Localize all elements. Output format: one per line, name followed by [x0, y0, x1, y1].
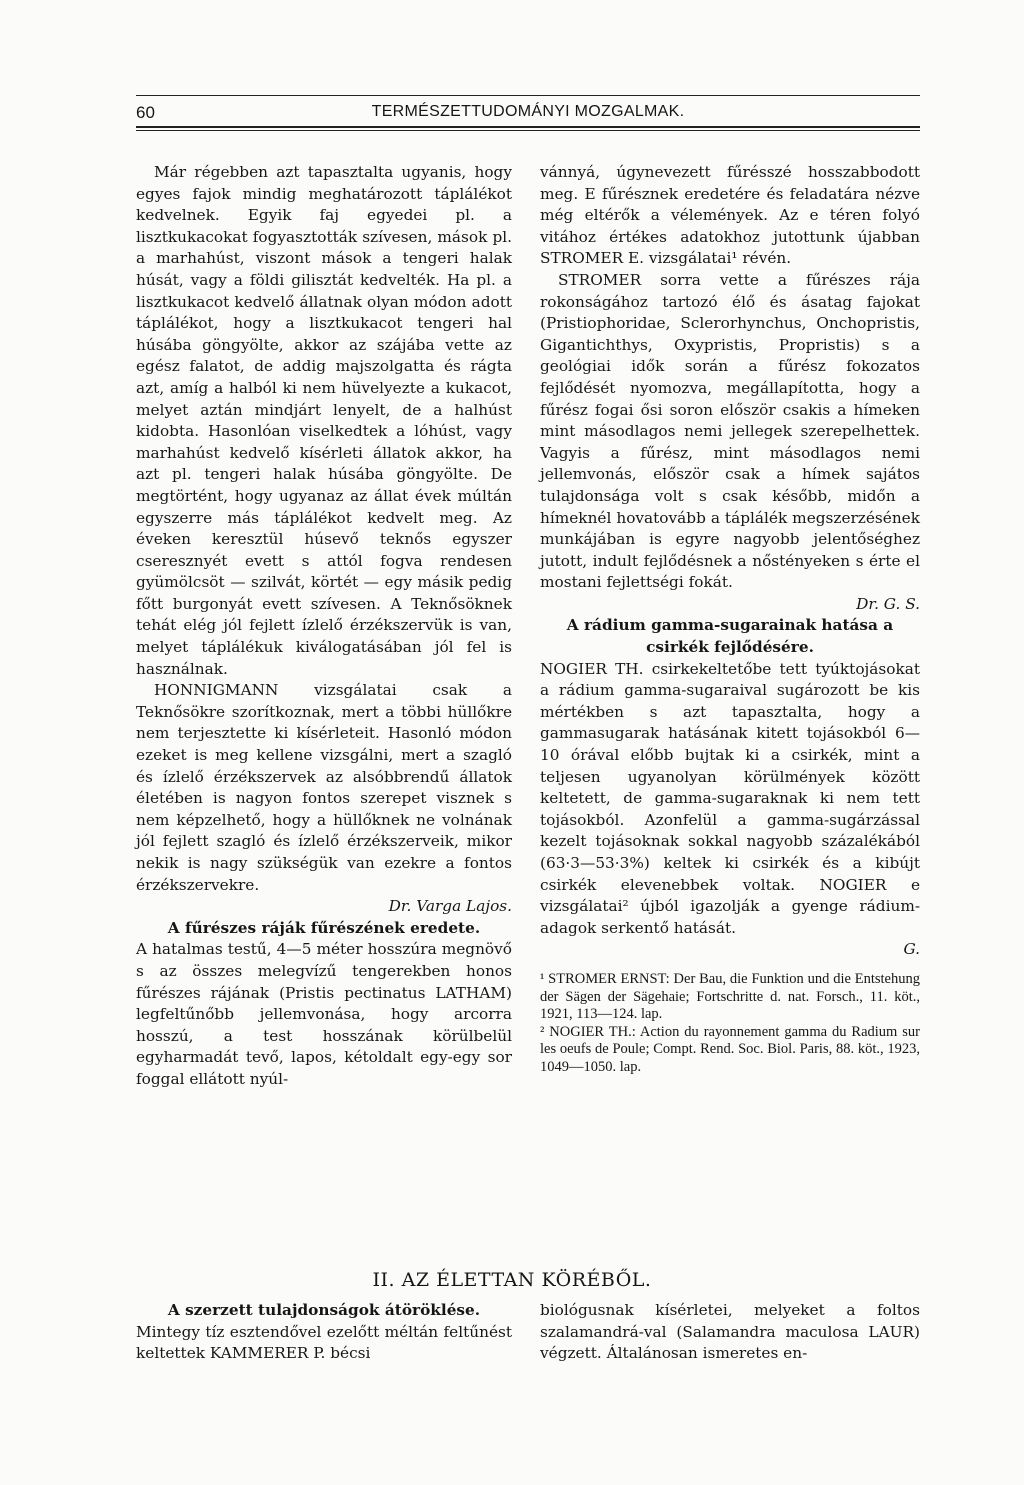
paragraph-honnigmann: HONNIGMANN vizsgálatai csak a Teknősökre szorítkoznak, mert a többi hüllőkre nem terjesztette ki kísérleteit. Hasonló módon ezeket is meg kellene vizsgálni, mert a szagló és ízlelő érzékszervek az alsóbbrendű állatok életében is nagyon fontos szerepet visznek s nem képzelhető, hogy a hüllőknek ne volnának jól fejlett szagló és ízlelő érzékszerveik, mikor nekik is nagy szükségük van ezekre a fontos érzékszervekre.: [136, 681, 512, 894]
heading-acquired-traits: A szerzett tulajdonságok átöröklése.: [167, 1301, 481, 1319]
paragraph-sawfish: A hatalmas testű, 4—5 méter hosszúra megnövő s az összes melegvízű tengerekben honos fűrészes rájának (Pristis pectinatus LATHAM) legfeltűnőbb jellemvonása, hogy arcorra hosszú, a test hosszának körülbelül egyharmadát tevő, lapos, kétoldalt egy-egy sor foggal ellátott nyúl-: [136, 940, 512, 1088]
header-rule-top: [136, 95, 920, 96]
paragraph-saw-continued: vánnyá, úgynevezett fűrésszé hosszabbodott meg. E fűrésznek eredetére és feladatára nézve még eltérők a vélemények. Az e téren folyó vitához értékes adatokhoz jutottunk újabban STROMER E. vizsgálatai¹ révén.: [540, 163, 920, 268]
running-title: TERMÉSZETTUDOMÁNYI MOZGALMAK.: [371, 103, 685, 120]
paragraph-salamandra: biológusnak kísérletei, melyeket a foltos szalamandrá-val (Salamandra maculosa LAUR) végzett. Általánosan ismeretes en-: [540, 1301, 920, 1363]
footnote-2: ² NOGIER TH.: Action du rayonnement gamma du Radium sur les oeufs de Poule; Compt. Rend. Soc. Biol. Paris, 88. köt., 1923, 1049—1050. lap.: [540, 1023, 920, 1075]
heading-radium: A rádium gamma-sugarainak hatása a csirkék fejlődésére.: [566, 616, 894, 657]
right-column: [540, 162, 920, 1077]
signature-dr-gs: Dr. G. S.: [856, 594, 920, 613]
footnote-1: ¹ STROMER ERNST: Der Bau, die Funktion und die Entstehung der Sägen der Sägehaie; Fortschritte d. nat. Forsch., 11. köt., 1921, 113—124. lap.: [540, 970, 920, 1023]
signature-varga: Dr. Varga Lajos.: [388, 897, 512, 916]
heading-sawfish: A fűrészes ráják fűrészének eredete.: [167, 918, 481, 937]
header-rule-bottom-thin: [136, 130, 920, 131]
bottom-left-column: [136, 1300, 512, 1365]
paragraph-kammerer: Mintegy tíz esztendővel ezelőtt méltán feltűnést keltettek KAMMERER P. bécsi: [136, 1322, 512, 1363]
paragraph-stromer: STROMER sorra vette a fűrészes rája rokonságához tartozó élő és ásatag fajokat (Pristiophoridae, Sclerorhynchus, Onchopristis, Gigantichthys, Oxypristis, Propristis) s a geológiai idők során a fűrész fokozatos fejlődését nyomozva, megállapította, hogy a fűrész fogai ősi soron először csakis a hímeken mint másodlagos nemi jellegek szerepelhettek. Vagyis a fűrész, mint másodlagos nemi jellemvonás, először csak a hímek sajátos tulajdonsága volt s csak később, midőn a hímeknél hovatovább a táplálék megszerzésének munkájában is egyre nagyobb jelentőséghez jutott, indult fejlődésnek a nőstényeken s érte el mostani fejlettségi fokát.: [540, 270, 920, 592]
signature-g: G.: [903, 940, 920, 959]
footnotes: [540, 971, 920, 1077]
page-header: [136, 103, 920, 125]
paragraph-feeding-preferences: Már régebben azt tapasztalta ugyanis, hogy egyes fajok mindig meghatározott táplálékot kedvelnek. Egyik faj egyedei pl. a lisztkukacokat fogyasztották szívesen, mások pl. a marhahúst, viszont mások a tengeri halak húsát, vagy a földi gilisztát kedvelték. Ha pl. a lisztkukacot kedvelő állatnak olyan módon adott táplálékot, hogy a lisztkukacot tengeri hal húsába göngyölte, akkor az szájába vette az egész falatot, de addig majszolgatta és rágta azt, amíg a halból ki nem hüvelyezte a kukacot, melyet aztán mindjárt lenyelt, de a halhúst kidobta. Hasonlóan viselkedtek a lóhúst, vagy marhahúst kedvelő kísérleti állatok akkor, ha azt pl. tengeri halak húsába göngyölte. De megtörtént, hogy ugyanaz az állat évek múltán egyszerre más táplálékot kedvelt meg. Az éveken keresztül húsevő teknős egyszer cseresznyét evett s attól fogva rendesen gyümölcsöt — szilvát, körtét — egy másik pedig főtt burgonyát evett szívesen. A Teknősöknek tehát elég jól fejlett ízlelő érzékszervük is van, melyet táplálékuk kiválogatásában jól fel is használnak.: [136, 163, 512, 678]
left-column: [136, 162, 512, 1091]
bottom-right-column: [540, 1300, 920, 1365]
paragraph-radium: NOGIER TH. csirkekeltetőbe tett tyúktojásokat a rádium gamma-sugaraival sugározott be kis mértékben s azt tapasztalta, hogy a gammasugarak hatásának kitett tojásokból 6—10 órával előbb bujtak ki a csirkék, mint a teljesen ugyanolyan körülmények között keltetett, de gamma-sugaraknak ki nem tett tojásokból. Azonfelül a gamma-sugárzással kezelt tojásoknak sokkal nagyobb százalékából (63·3—53·3%) keltek ki csirkék és a kibújt csirkék elevenebbek voltak. NOGIER e vizsgálatai² újból igazolják a gyenge rádium-adagok serkentő hatását.: [540, 659, 920, 937]
page-number: 60: [136, 103, 155, 122]
section-title: II. AZ ÉLETTAN KÖRÉBŐL.: [372, 1269, 652, 1291]
header-rule-bottom: [136, 126, 920, 128]
